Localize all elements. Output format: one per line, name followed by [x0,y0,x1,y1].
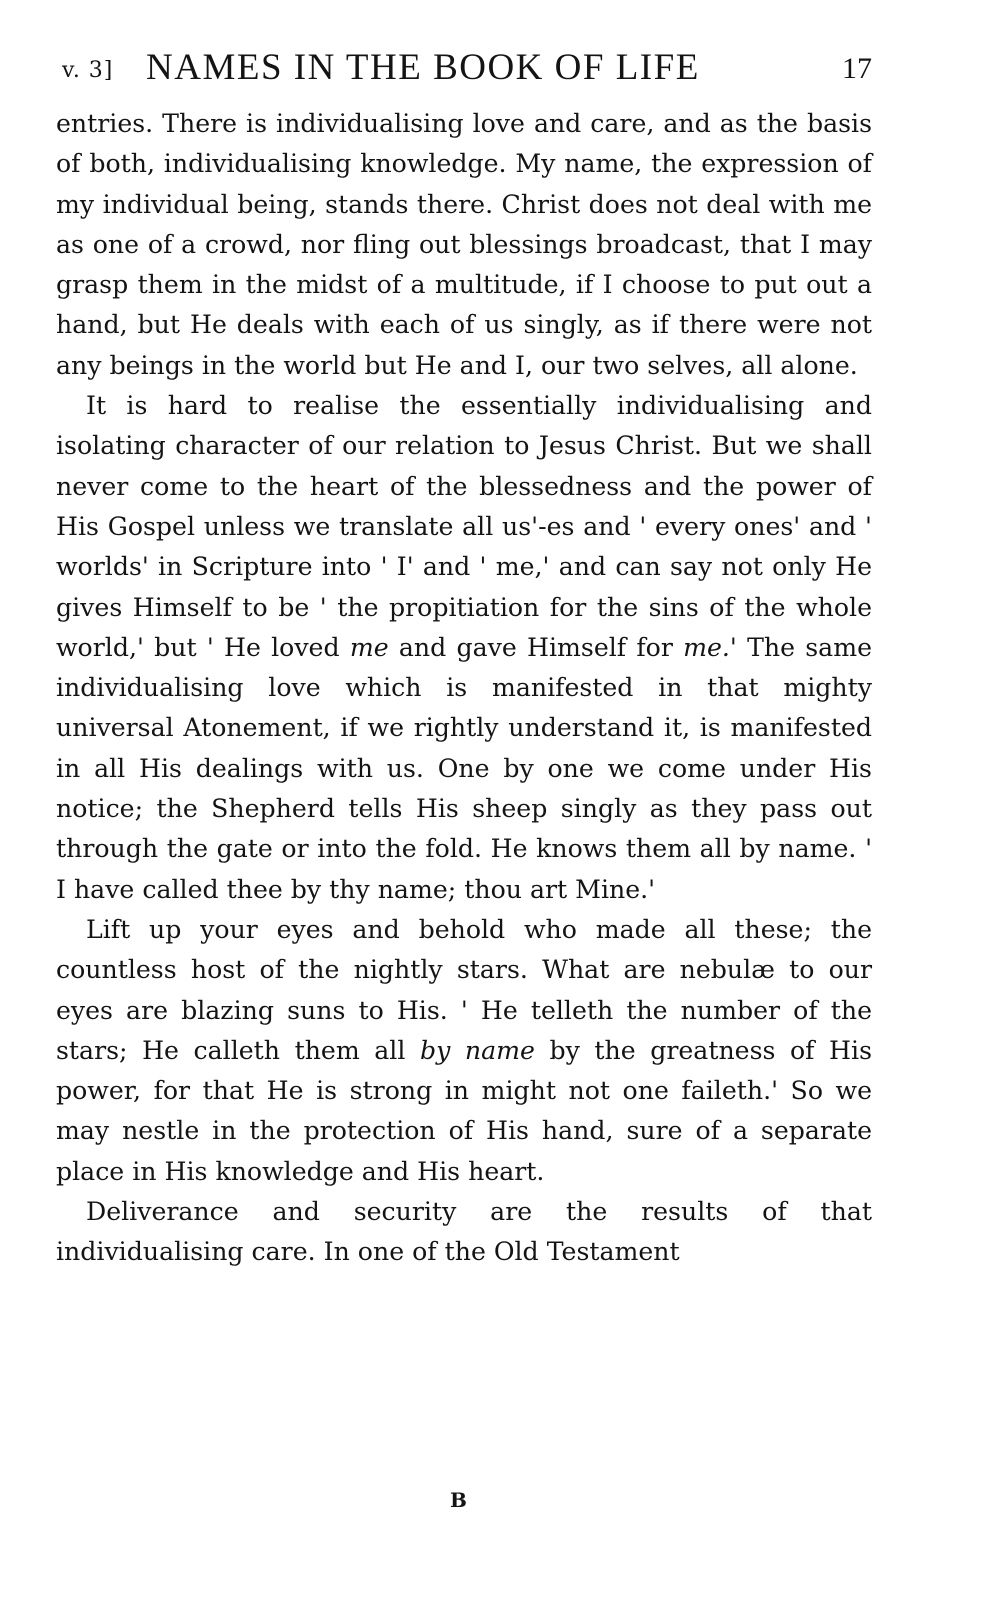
paragraph-text: and gave Himself for [388,632,684,662]
emphasis: me. [683,632,730,662]
paragraph-2 [56,386,872,910]
paragraph-text: by the greatness of His power, for that He is strong in might not one faileth.' So we may nestle in the protection of His hand, sure of a separate place in His knowledge and His heart. [56,1035,872,1186]
verse-reference: v. 3] [62,58,114,83]
emphasis: by name [419,1035,535,1065]
paragraph-4 [56,1192,872,1273]
paragraph-text: It is hard to realise the essentially individualising and isolating character of our relation to Jesus Christ. But we shall never come to the heart of the blessedness and the power of His Gospel unless we translate all us'-es and ' every ones' and ' worlds' in Scripture into ' I' and ' me,' and can say not only He gives Himself to be ' the propitiation for the sins of the whole world,' but ' He loved [56,391,872,662]
body-text [56,104,872,1273]
paragraph-text: Deliverance and security are the results of that individualising care. In one of the Old Testament [56,1197,872,1267]
running-head [56,40,872,92]
signature-mark: B [450,1488,468,1512]
paragraph-text: ' The same individualising love which is manifested in that mighty universal Atonement, if we rightly understand it, is manifested in all His dealings with us. One by one we come under His notice; the Shepherd tells His sheep singly as they pass out through the gate or into the fold. He knows them all by name. ' I have called thee by thy name; thou art Mine.' [56,632,872,904]
paragraph-1 [56,104,872,386]
paragraph-3 [56,910,872,1192]
page-number: 17 [842,52,872,85]
running-title: NAMES IN THE BOOK OF LIFE [146,47,700,88]
paragraph-text: Lift up your eyes and behold who made all these; the countless host of the nightly stars. What are nebulæ to our eyes are blazing suns to His. ' He telleth the number of the stars; He calleth them all [56,914,872,1065]
emphasis: me [349,632,389,662]
book-page [56,40,872,1273]
paragraph-text: entries. There is individualising love and care, and as the basis of both, individualising knowledge. My name, the expression of my individual being, stands there. Christ does not deal with me as one of a crowd, nor fling out blessings broadcast, that I may grasp them in the midst of a multitude, if I choose to put out a hand, but He deals with each of us singly, as if there were not any beings in the world but He and I, our two selves, all alone. [56,109,872,380]
